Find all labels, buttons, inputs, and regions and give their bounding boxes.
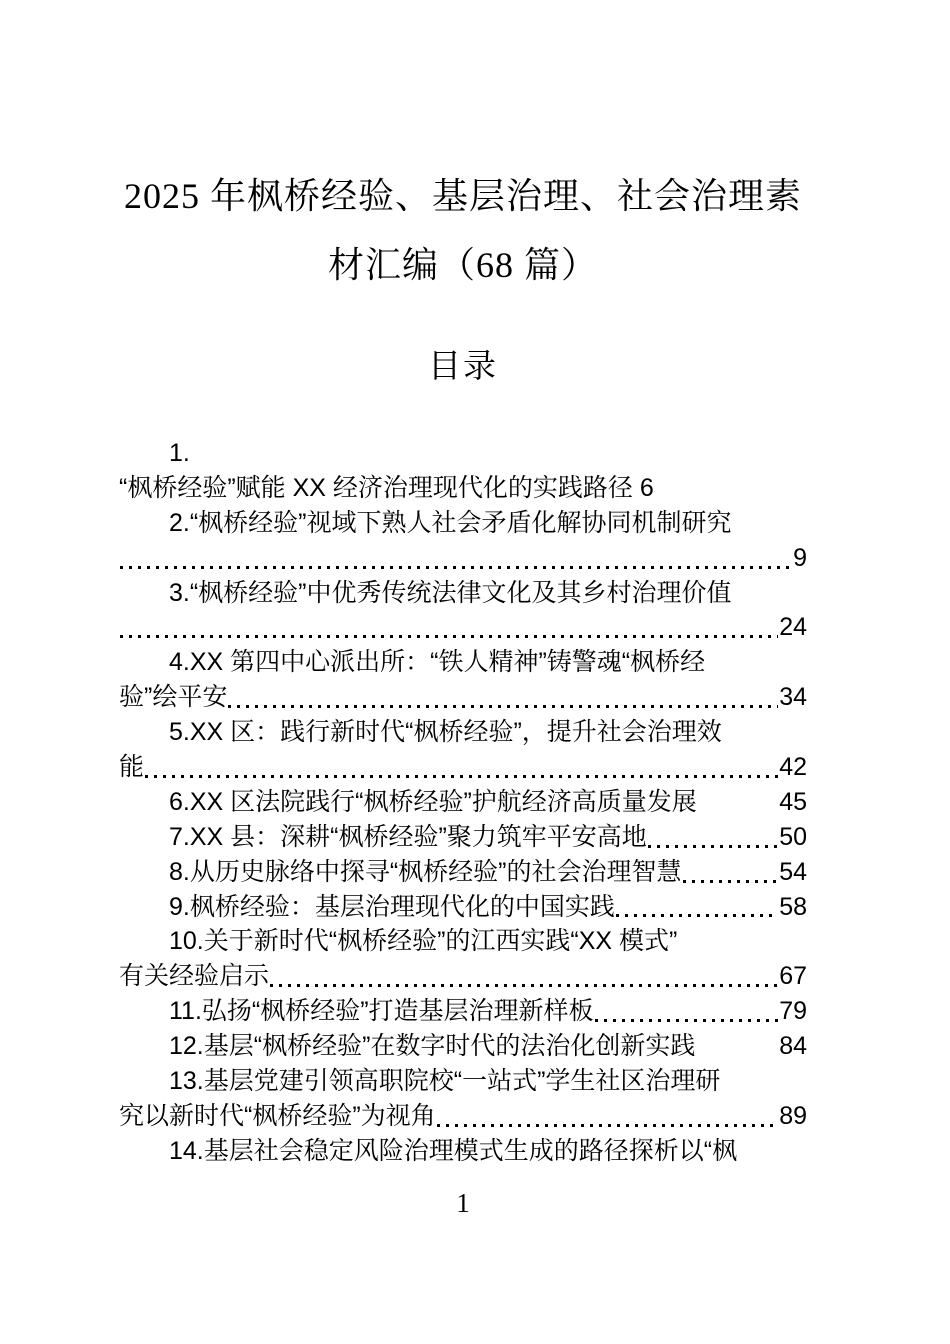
toc-entry-text: 5.XX 区：践行新时代“枫桥经验”，提升社会治理效: [169, 718, 722, 747]
dot-leader: [437, 1124, 779, 1127]
toc-page-number: 50: [779, 822, 807, 851]
toc-page-number: 34: [779, 683, 807, 712]
toc-line: [119, 1064, 807, 1099]
toc-entry-text: 13.基层党建引领高职院校“一站式”学生社区治理研: [169, 1067, 721, 1096]
toc-line: [119, 541, 807, 576]
dot-leader: [595, 1019, 779, 1022]
document-title: [119, 0, 807, 300]
toc-entry-text: 验”绘平安: [119, 683, 228, 712]
toc-line: [119, 750, 807, 785]
toc-entry-text: 有关经验启示: [119, 962, 270, 991]
toc-line: [119, 1134, 807, 1169]
toc-entry-text: 1.: [169, 439, 190, 467]
toc-entry-text: 6.XX 区法院践行“枫桥经验”护航经济高质量发展: [169, 787, 697, 816]
toc-page-number: 45: [779, 787, 807, 816]
toc-page-number: 54: [779, 857, 807, 886]
toc: [119, 436, 807, 1169]
toc-line: [119, 820, 807, 855]
dot-leader: [616, 914, 778, 917]
toc-entry-text: 11.弘扬“枫桥经验”打造基层治理新样板: [169, 997, 594, 1026]
toc-line: [119, 576, 807, 611]
page-content: [119, 0, 807, 1218]
document-title-line-2: 材汇编（68 篇）: [327, 245, 598, 285]
toc-line: [119, 785, 807, 820]
toc-entry-text: 12.基层“枫桥经验”在数字时代的法治化创新实践: [169, 1032, 696, 1061]
toc-line: [119, 994, 807, 1029]
toc-entry-text: 能: [119, 753, 145, 782]
toc-page-number: 67: [779, 962, 807, 991]
toc-entry-text: “枫桥经验”赋能 XX 经济治理现代化的实践路径 6: [119, 473, 654, 502]
toc-page-number: 84: [779, 1032, 807, 1061]
toc-line: [119, 959, 807, 994]
dot-leader: [683, 880, 779, 883]
toc-line: [119, 1029, 807, 1064]
dot-leader: [228, 705, 778, 708]
page-number: 1: [456, 1187, 470, 1218]
toc-heading: 目录: [428, 347, 498, 384]
document-title-line-1: 2025 年枫桥经验、基层治理、社会治理素: [123, 176, 802, 216]
toc-line: [119, 855, 807, 890]
toc-entry-text: 2.“枫桥经验”视域下熟人社会矛盾化解协同机制研究: [169, 508, 732, 537]
toc-line: [119, 715, 807, 750]
toc-page-number: 58: [779, 892, 807, 921]
toc-entry-text: 7.XX 县：深耕“枫桥经验”聚力筑牢平安高地: [169, 822, 647, 851]
toc-line: [119, 680, 807, 715]
toc-entry-text: 究以新时代“枫桥经验”为视角: [119, 1101, 436, 1130]
toc-page-number: 42: [779, 753, 807, 782]
toc-line: [119, 436, 807, 471]
toc-line: [119, 924, 807, 959]
toc-entry-text: 14.基层社会稳定风险治理模式生成的路径探析以“枫: [169, 1136, 738, 1165]
dot-leader: [648, 845, 778, 848]
dot-leader: [120, 635, 778, 638]
toc-page-number: 89: [779, 1101, 807, 1130]
toc-line: [119, 645, 807, 680]
toc-page-number: 24: [779, 613, 807, 642]
toc-line: [119, 506, 807, 541]
toc-page-number: 79: [779, 997, 807, 1026]
toc-line: [119, 471, 807, 506]
toc-line: [119, 610, 807, 645]
toc-entry-text: 3.“枫桥经验”中优秀传统法律文化及其乡村治理价值: [169, 578, 732, 607]
toc-entry-text: 9.枫桥经验：基层治理现代化的中国实践: [169, 892, 615, 921]
toc-page-number: 9: [793, 543, 807, 572]
dot-leader: [270, 984, 778, 987]
toc-entry-text: 10.关于新时代“枫桥经验”的江西实践“XX 模式”: [169, 927, 678, 956]
toc-line: [119, 890, 807, 925]
toc-entry-text: 4.XX 第四中心派出所：“铁人精神”铸警魂“枫桥经: [169, 648, 706, 677]
dot-leader: [145, 775, 778, 778]
toc-line: [119, 1099, 807, 1134]
dot-leader: [120, 566, 792, 569]
toc-entry-text: 8.从历史脉络中探寻“枫桥经验”的社会治理智慧: [169, 857, 682, 886]
